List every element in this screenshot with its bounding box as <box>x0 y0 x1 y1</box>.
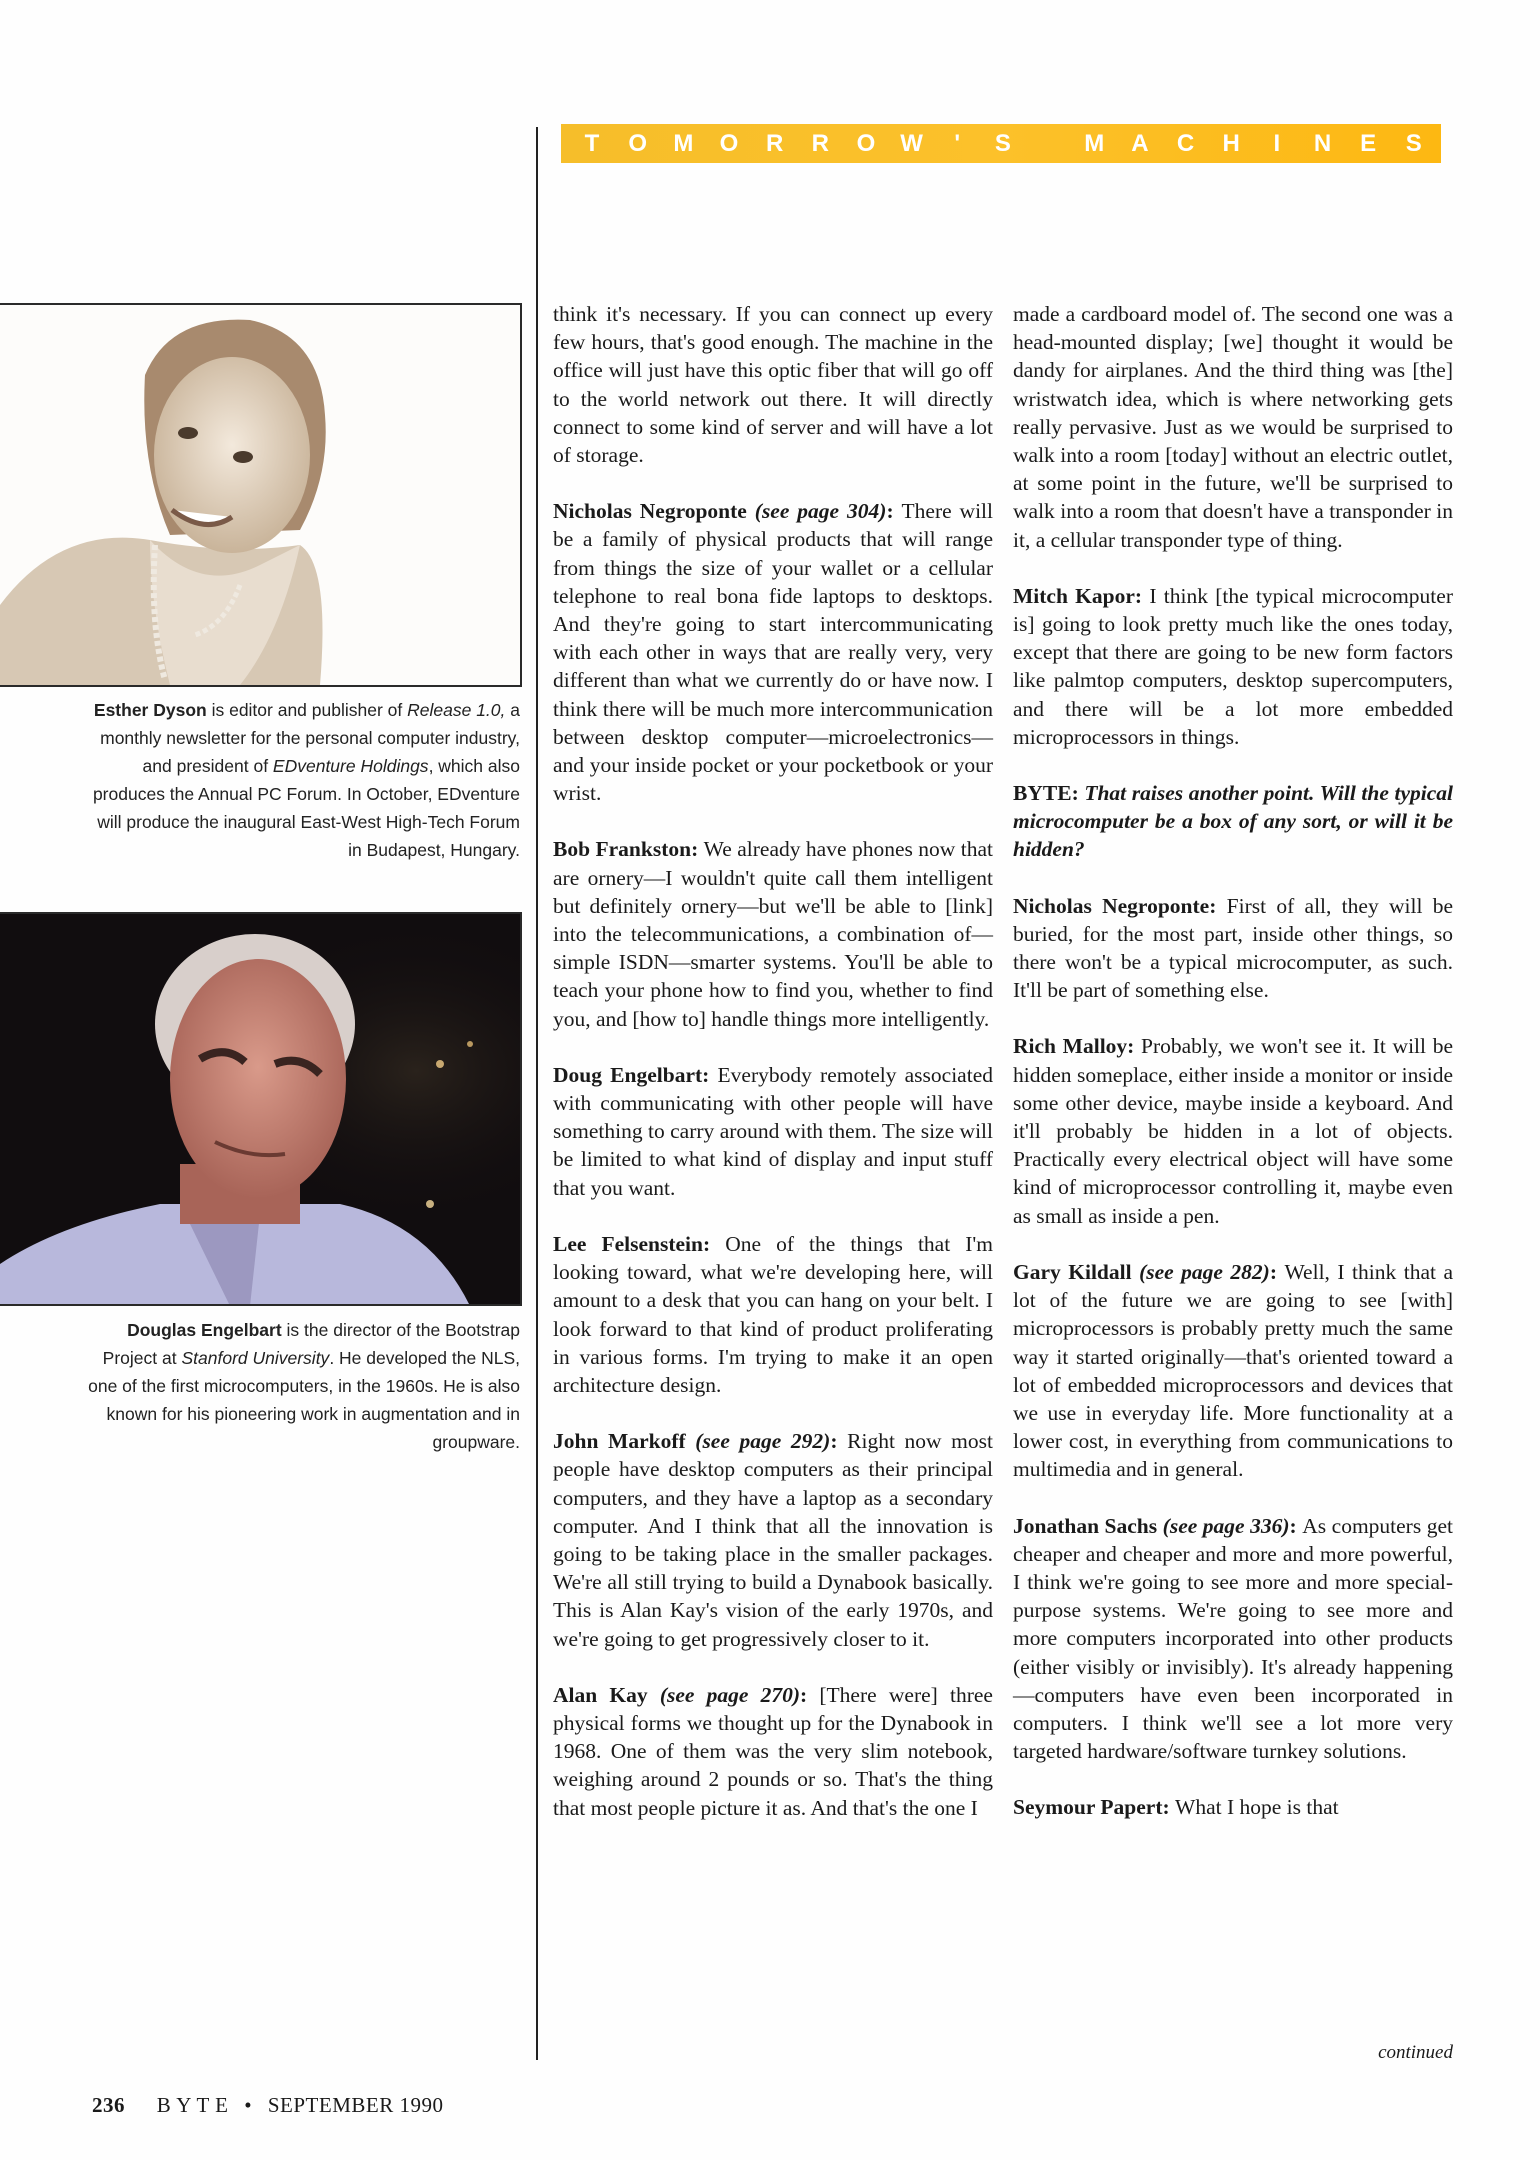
speaker-name: Alan Kay <box>553 1682 648 1707</box>
caption-text: . He developed the NLS, one of the first microcomputers, in the 1960s. He is also known for his pioneering work in augmentation and in groupware. <box>88 1348 520 1452</box>
speaker-name: Bob Frankston <box>553 837 692 862</box>
issue-date: SEPTEMBER 1990 <box>267 2093 444 2117</box>
answer-text: One of the things that I'm looking toward, what we're developing here, will amount to a desk that you can hang on your belt. I look forward to that kind of product proliferating in various forms. I'm trying to make it an open architecture design. <box>553 1231 993 1397</box>
interview-answer: Gary Kildall (see page 282): Well, I think that a lot of the future we are going to see [with] microprocessors is probably pretty much the same way it started originally—that's oriented toward a lot of embedded microprocessors and devices that we use in everyday life. More functionality at a lower cost, in everything from communications to multimedia and in general. <box>1013 1259 1453 1482</box>
speaker-name: Gary Kildall <box>1013 1259 1132 1284</box>
banner-letter: H <box>1222 129 1240 157</box>
article-column-2 <box>1013 300 1453 1850</box>
banner-letter: S <box>1405 129 1422 157</box>
answer-text: Well, I think that a lot of the future we are going to see [with] microprocessors is probably pretty much the same way it started originally—that's oriented toward a lot of embedded microprocessors and devices that we use in everyday life. More functionality at a lower cost, in everything from communications to multimedia and in general. <box>1013 1259 1453 1482</box>
banner-letter: W <box>900 129 923 157</box>
speaker-name: Nicholas Negroponte <box>553 499 747 524</box>
company-name: EDventure Holdings <box>272 756 429 776</box>
banner-letter: C <box>1176 129 1195 157</box>
interview-answer: Rich Malloy: Probably, we won't see it. It will be hidden someplace, either inside a monitor or inside some other device, maybe inside a keyboard. And it'll probably be hidden in a lot of objects. Practically every electrical object will have some kind of microprocessor controlling it, maybe even as small as inside a pen. <box>1013 1034 1453 1228</box>
answer-text: As computers get cheaper and cheaper and more and more powerful, I think we're going to see more and more special-purpose systems. We're going to see more and more computers incorporated into other products (either visibly or invisibly). It's already happening—computers have even been incorporated in computers. I think we'll see a lot more very targeted hardware/software turnkey solutions. <box>1013 1513 1454 1764</box>
banner-letter: E <box>1360 129 1377 157</box>
banner-letter: R <box>811 129 829 157</box>
caption-name: Esther Dyson <box>93 700 207 720</box>
page-reference: (see page 270) <box>659 1682 801 1707</box>
speaker-name: Doug Engelbart <box>553 1062 703 1087</box>
speaker-name: Nicholas Negroponte <box>1013 893 1210 918</box>
page-reference: (see page 336) <box>1162 1513 1290 1538</box>
speaker-name: BYTE <box>1013 781 1072 806</box>
answer-text: Right now most people have desktop computers as their principal computers, and they have a laptop as a secondary computer. And I think that all the innovation is going to be taking place in the smaller packages. We're all still trying to build a Dynabook basically. This is Alan Kay's vision of the early 1970s, and we're going to get progressively closer to it. <box>553 1429 993 1651</box>
answer-text: Probably, we won't see it. It will be hidden someplace, either inside a monitor or inside some other device, maybe inside a keyboard. And it'll probably be hidden in a lot of objects. Practically every electrical object will have some kind of microprocessor controlling it, maybe even as small as inside a pen. <box>1013 1034 1453 1228</box>
interview-answer: Bob Frankston: We already have phones now that are ornery—I wouldn't quite call them intelligent but definitely ornery—but we'll be able to [link] into the telecommunications, a combination of—simple ISDN—smarter systems. You'll be able to teach your phone how to find you, whether to find you, and [how to] handle things more intelligently. <box>553 837 993 1031</box>
answer-text: made a cardboard model of. The second one was a head-mounted display; [we] thought it would be dandy for airplanes. And the third thing was [the] wristwatch idea, which is where networking gets really pervasive. Just as we would be surprised to walk into a room [today] without an electric outlet, at some point in the future, we'll be surprised to walk into a room that doesn't have a transponder in it, a cellular transponder type of thing. <box>1013 302 1453 552</box>
banner-letter: M <box>673 129 694 157</box>
page-number: 236 <box>92 2093 125 2117</box>
caption-text: is editor and publisher of <box>206 700 408 720</box>
interview-answer: Seymour Papert: What I hope is that <box>1013 1795 1339 1820</box>
answer-text: What I hope is that <box>1175 1795 1339 1820</box>
section-banner <box>561 124 1441 163</box>
banner-letter: S <box>994 129 1011 157</box>
interview-answer: John Markoff (see page 292): Right now most people have desktop computers as their principal computers, and they have a laptop as a secondary computer. And I think that all the innovation is going to be taking place in the smaller packages. We're all still trying to build a Dynabook basically. This is Alan Kay's vision of the early 1970s, and we're going to get progressively closer to it. <box>553 1429 993 1651</box>
caption-text: , which also produces the Annual PC Forum. In October, EDventure will produce the inaugural East-West High-Tech Forum in Budapest, Hungary. <box>92 756 520 860</box>
interview-answer: Alan Kay (see page 270): [There were] three physical forms we thought up for the Dynabook in 1968. One of them was the very slim notebook, weighing around 2 pounds or so. That's the thing that most people picture it as. And that's the one I <box>553 1682 993 1820</box>
douglas-engelbart-caption <box>80 1316 520 1456</box>
interview-answer: Nicholas Negroponte: First of all, they will be buried, for the most part, inside other things, so there won't be a typical microcomputer, as such. It'll be part of something else. <box>1013 893 1453 1003</box>
answer-text: First of all, they will be buried, for the most part, inside other things, so there won't be a typical microcomputer, as such. It'll be part of something else. <box>1013 893 1453 1003</box>
speaker-name: Mitch Kapor <box>1013 583 1135 608</box>
continued-paragraph <box>1013 300 1453 554</box>
page-reference: (see page 292) <box>695 1429 831 1454</box>
banner-letter: R <box>765 129 784 157</box>
portrait-image-icon <box>0 914 520 1306</box>
page-reference: (see page 282) <box>1139 1259 1270 1284</box>
banner-letter: T <box>584 129 600 157</box>
column-divider <box>536 127 538 2060</box>
answer-text: There will be a family of physical products that will range from things the size of your wallet or a cellular telephone to real bona fide laptops to desktops. And they're going to start intercommunicating with each other in ways that are really very, very different than what we currently do or have now. I think there will be much more intercommunication between desktop computer—microelectronics—and your inside pocket or your pocketbook or your wrist. <box>553 499 994 806</box>
interview-answer: BYTE: That raises another point. Will the typical microcomputer be a box of any sort, or will it be hidden? <box>1013 781 1453 862</box>
speaker-name: John Markoff <box>553 1429 686 1454</box>
speaker-name: Lee Felsenstein <box>553 1231 703 1256</box>
interview-answer: Lee Felsenstein: One of the things that I'm looking toward, what we're developing here, will amount to a desk that you can hang on your belt. I look forward to that kind of product proliferating in various forms. I'm trying to make it an open architecture design. <box>553 1231 993 1397</box>
portrait-image-icon <box>0 305 520 685</box>
banner-letter: O <box>719 129 739 157</box>
organization-name: Stanford University <box>181 1348 330 1368</box>
banner-letter: ' <box>954 129 961 157</box>
banner-letter: O <box>628 129 647 157</box>
banner-letter: N <box>1313 129 1332 157</box>
speaker-name: Seymour Papert <box>1013 1795 1163 1820</box>
answer-text: Everybody remotely associated with communicating with other people will have something to carry around with them. The size will be limited to what kind of display and input stuff that you want. <box>553 1062 993 1200</box>
speaker-name: Rich Malloy <box>1013 1034 1128 1059</box>
interview-answer: Jonathan Sachs (see page 336): As computers get cheaper and cheaper and more and more powerful, I think we're going to see more and more special-purpose systems. We're going to see more and more computers incorporated into other products (either visibly or invisibly). It's already happening—computers have even been incorporated in computers. I think we'll see a lot more very targeted hardware/software turnkey solutions. <box>1013 1513 1454 1764</box>
continued-label: continued <box>1378 2042 1453 2063</box>
douglas-engelbart-photo <box>0 912 522 1306</box>
interviewer-question: That raises another point. Will the typical microcomputer be a box of any sort, or will it be hidden? <box>1013 781 1453 862</box>
banner-letter: I <box>1273 129 1281 157</box>
esther-dyson-photo <box>0 303 522 687</box>
magazine-name: B Y T E <box>156 2093 229 2117</box>
banner-letter: M <box>1084 129 1105 157</box>
caption-text: a monthly newsletter for the personal computer industry, and president of <box>100 700 520 776</box>
interview-answer: Mitch Kapor: I think [the typical microcomputer is] going to look pretty much like the ones today, except that there are going to be new form factors like palmtop computers, desktop supercomputers, and there will be a lot more embedded microprocessors in things. <box>1013 583 1453 749</box>
continued-paragraph <box>553 300 993 469</box>
caption-text: is the director of the Bootstrap Project at <box>102 1320 520 1368</box>
answer-text: I think [the typical microcomputer is] going to look pretty much like the ones today, except that there are going to be new form factors like palmtop computers, desktop supercomputers, and there will be a lot more embedded microprocessors in things. <box>1013 583 1453 749</box>
esther-dyson-caption <box>80 696 520 864</box>
answer-text: [There were] three physical forms we thought up for the Dynabook in 1968. One of them was the very slim notebook, weighing around 2 pounds or so. That's the thing that most people picture it as. And that's the one I <box>553 1682 993 1820</box>
banner-letter: A <box>1131 129 1149 157</box>
footer-separator: • <box>244 2093 253 2117</box>
article-column-1 <box>553 300 993 1850</box>
publication-title: Release 1.0, <box>407 700 506 720</box>
speaker-name: Jonathan Sachs <box>1013 1513 1158 1538</box>
answer-text: think it's necessary. If you can connect up every few hours, that's good enough. The machine in the office will just have this optic fiber that will go off to the world network out there. It will directly connect to some kind of server and will have a lot of storage. <box>553 302 993 468</box>
caption-name: Douglas Engelbart <box>127 1320 282 1340</box>
interview-answer: Nicholas Negroponte (see page 304): There will be a family of physical products that will range from things the size of your wallet or a cellular telephone to real bona fide laptops to desktops. And they're going to start intercommunicating with each other in ways that are really very, very different than what we currently do or have now. I think there will be much more intercommunication between desktop computer—microelectronics—and your inside pocket or your pocketbook or your wrist. <box>553 499 994 806</box>
interview-answer: Doug Engelbart: Everybody remotely associated with communicating with other people will have something to carry around with them. The size will be limited to what kind of display and input stuff that you want. <box>553 1062 993 1200</box>
page-reference: (see page 304) <box>754 499 887 524</box>
banner-letter: O <box>856 129 876 157</box>
answer-text: We already have phones now that are ornery—I wouldn't quite call them intelligent but definitely ornery—but we'll be able to [link] into the telecommunications, a combination of—simple ISDN—smarter systems. You'll be able to teach your phone how to find you, whether to find you, and [how to] handle things more intelligently. <box>553 837 993 1031</box>
page-footer <box>92 2093 443 2118</box>
